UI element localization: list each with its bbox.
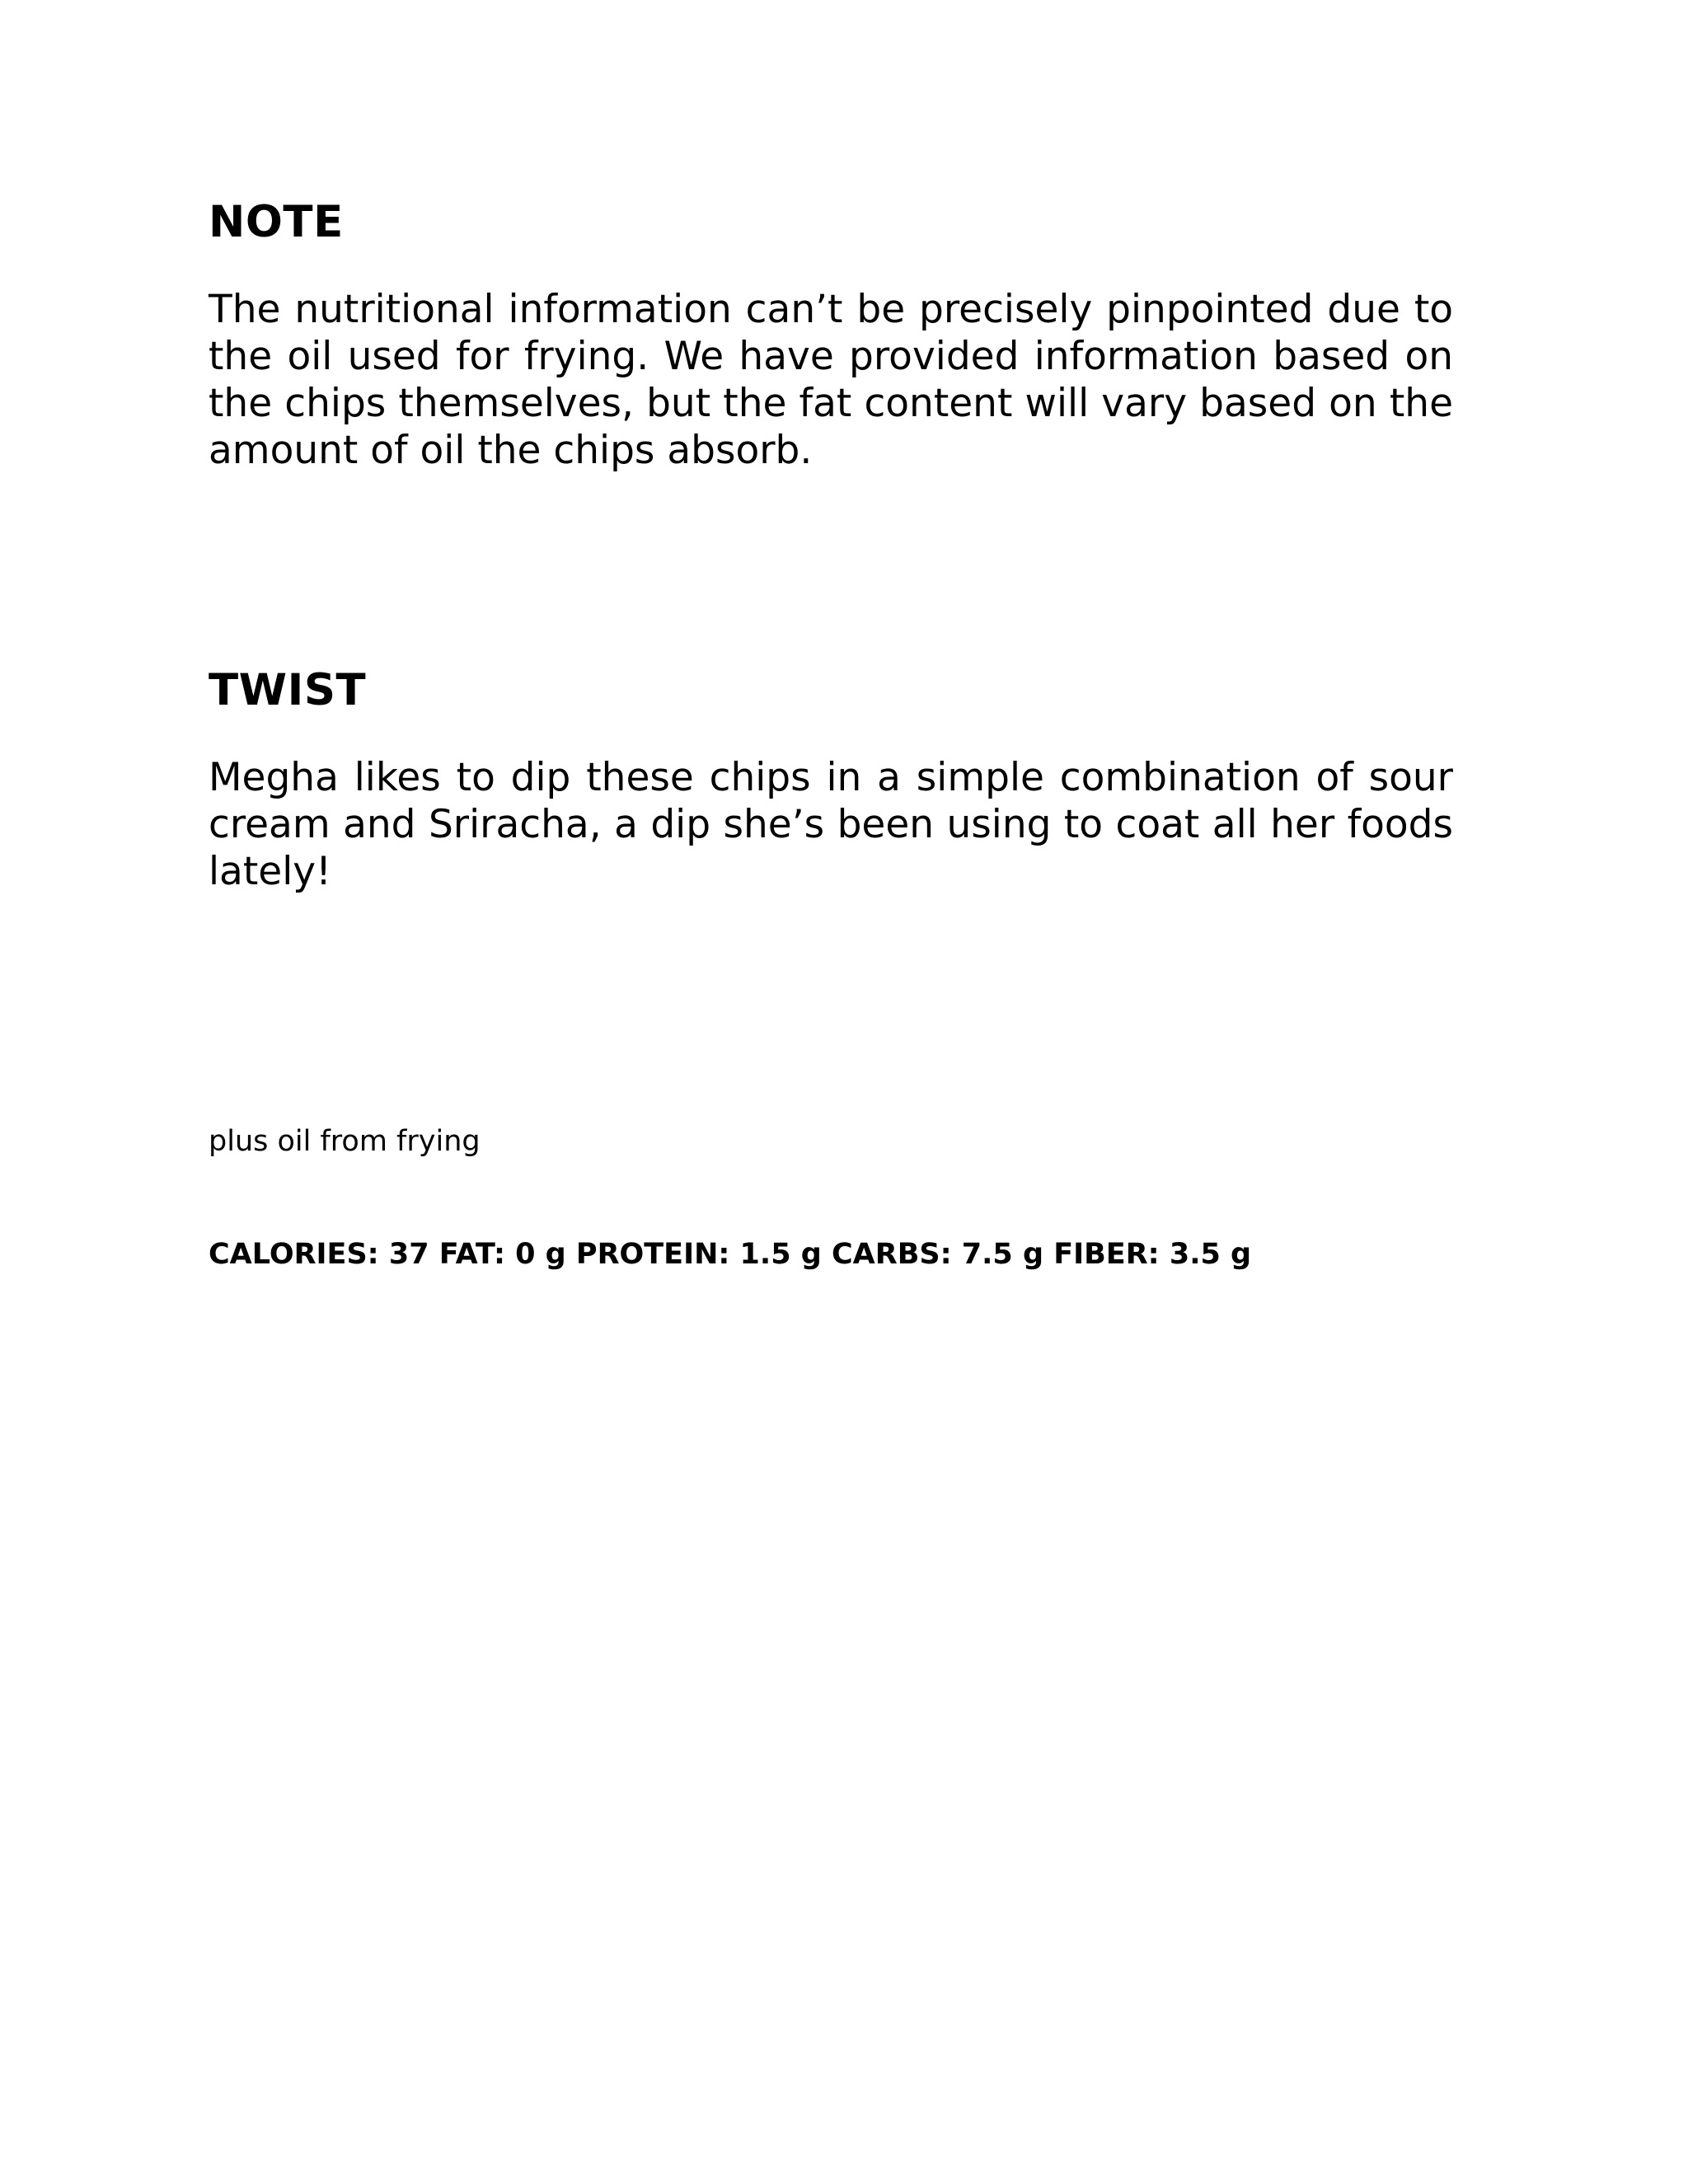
note-heading: NOTE [209,197,344,247]
nutrition-facts: CALORIES: 37 FAT: 0 g PROTEIN: 1.5 g CARBS: 7.5 g FIBER: 3.5 g [209,1238,1252,1271]
twist-heading: TWIST [209,665,367,715]
note-paragraph: The nutritional information can’t be precisely pinpointed due to the oil used for frying. We have provided information based on the chips themselves, but the fat content will vary based on the amount of oil the chips absorb. [209,287,1453,473]
twist-paragraph: Megha likes to dip these chips in a simple combination of sour cream and Sriracha, a dip she’s been using to coat all her foods lately! [209,755,1453,894]
serving-note: plus oil from frying [209,1125,481,1158]
